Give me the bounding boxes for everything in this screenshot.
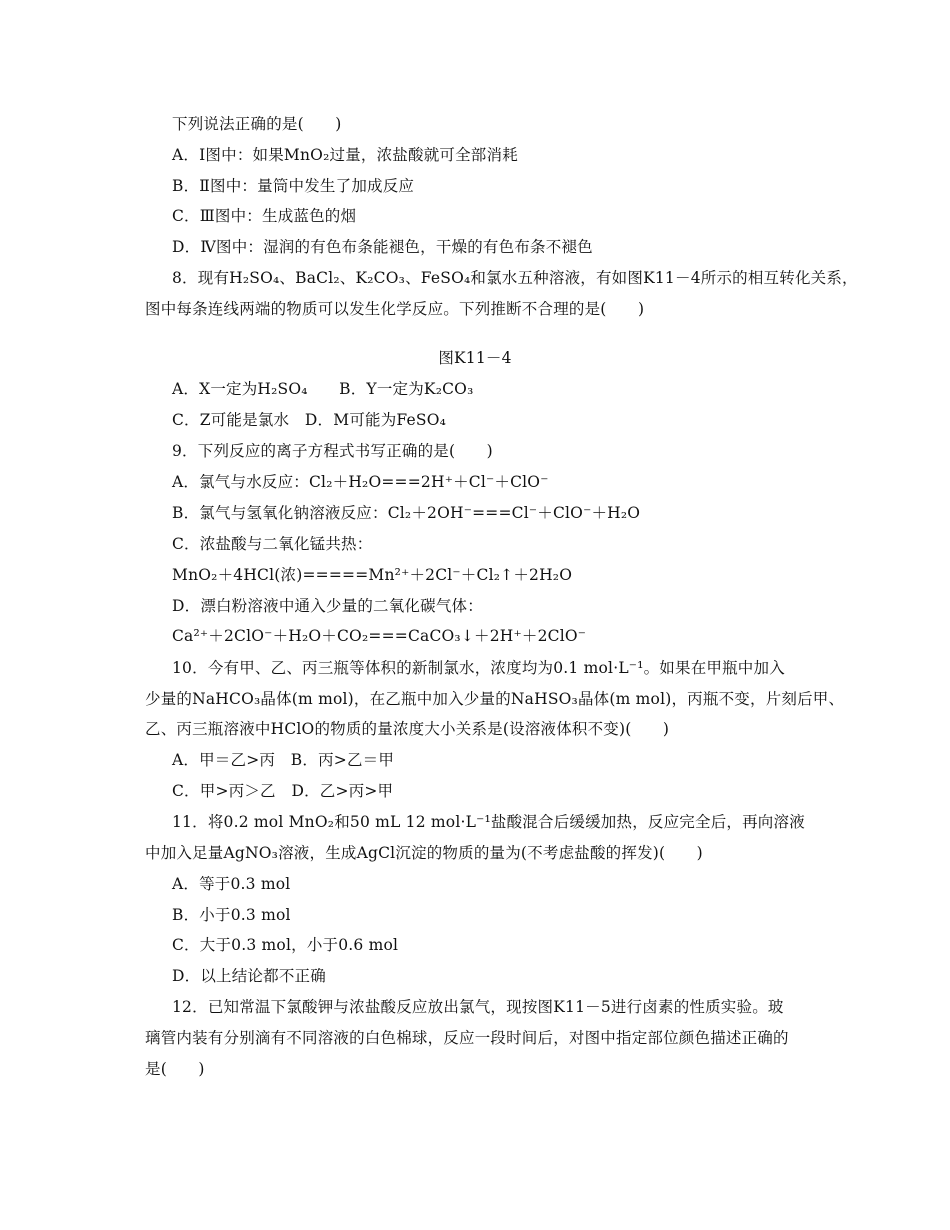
q12-stem-line1: 12．已知常温下氯酸钾与浓盐酸反应放出氯气，现按图K11－5进行卤素的性质实验。玻: [172, 998, 784, 1016]
q11-option-b: B．小于0.3 mol: [172, 906, 291, 924]
q9-option-d: D．漂白粉溶液中通入少量的二氧化碳气体：: [172, 597, 483, 615]
q11-option-a: A．等于0.3 mol: [172, 875, 291, 893]
q12-stem-line2: 璃管内装有分别滴有不同溶液的白色棉球，反应一段时间后，对图中指定部位颜色描述正确的: [145, 1029, 789, 1047]
q7-option-d: D．Ⅳ图中：湿润的有色布条能褪色，干燥的有色布条不褪色: [172, 238, 593, 256]
q7-option-b: B．Ⅱ图中：量筒中发生了加成反应: [172, 177, 415, 195]
q12-stem-line3: 是( ): [145, 1060, 205, 1078]
q10-stem-line3: 乙、丙三瓶溶液中HClO的物质的量浓度大小关系是(设溶液体积不变)( ): [145, 720, 670, 738]
q7-option-c: C．Ⅲ图中：生成蓝色的烟: [172, 207, 357, 225]
q10-stem-line1: 10．今有甲、乙、丙三瓶等体积的新制氯水，浓度均为0.1 mol·L⁻¹。如果在甲瓶中加入: [172, 659, 785, 677]
q11-stem-line2: 中加入足量AgNO₃溶液，生成AgCl沉淀的物质的量为(不考虑盐酸的挥发)( ): [145, 844, 703, 862]
q11-option-c: C．大于0.3 mol，小于0.6 mol: [172, 936, 399, 954]
q8-options-cd: C．Z可能是氯水 D．M可能为FeSO₄: [172, 411, 447, 429]
q7-option-a: A．Ⅰ图中：如果MnO₂过量，浓盐酸就可全部消耗: [172, 146, 518, 164]
q10-options-cd: C．甲>丙＞乙 D．乙>丙>甲: [172, 782, 394, 800]
q9-option-d-equation: Ca²⁺＋2ClO⁻＋H₂O＋CO₂===CaCO₃↓＋2H⁺＋2ClO⁻: [172, 627, 587, 645]
q8-stem-line1: 8．现有H₂SO₄、BaCl₂、K₂CO₃、FeSO₄和氯水五种溶液，有如图K11－4所示的相互转化关系，: [172, 269, 858, 287]
q11-option-d: D．以上结论都不正确: [172, 967, 326, 985]
q8-options-ab: A．X一定为H₂SO₄ B．Y一定为K₂CO₃: [172, 380, 474, 398]
q9-option-b: B．氯气与氢氧化钠溶液反应：Cl₂＋2OH⁻===Cl⁻＋ClO⁻＋H₂O: [172, 504, 641, 522]
q8-stem-line2: 图中每条连线两端的物质可以发生化学反应。下列推断不合理的是( ): [145, 300, 645, 318]
q11-stem-line1: 11．将0.2 mol MnO₂和50 mL 12 mol·L⁻¹盐酸混合后缓缓加热，反应完全后，再向溶液: [172, 813, 805, 831]
q8-figure-caption: 图K11－4: [438, 349, 512, 367]
q9-option-a: A．氯气与水反应：Cl₂＋H₂O===2H⁺＋Cl⁻＋ClO⁻: [172, 473, 549, 491]
q10-options-ab: A．甲＝乙>丙 B．丙>乙＝甲: [172, 751, 395, 769]
q7-stem: 下列说法正确的是( ): [172, 115, 342, 133]
q10-stem-line2: 少量的NaHCO₃晶体(m mol)，在乙瓶中加入少量的NaHSO₃晶体(m mol)，丙瓶不变，片刻后甲、: [145, 690, 845, 708]
q9-stem: 9．下列反应的离子方程式书写正确的是( ): [172, 442, 493, 460]
q9-option-c: C．浓盐酸与二氧化锰共热：: [172, 535, 373, 553]
q9-option-c-equation: MnO₂＋4HCl(浓)=====Mn²⁺＋2Cl⁻＋Cl₂↑＋2H₂O: [172, 566, 573, 584]
